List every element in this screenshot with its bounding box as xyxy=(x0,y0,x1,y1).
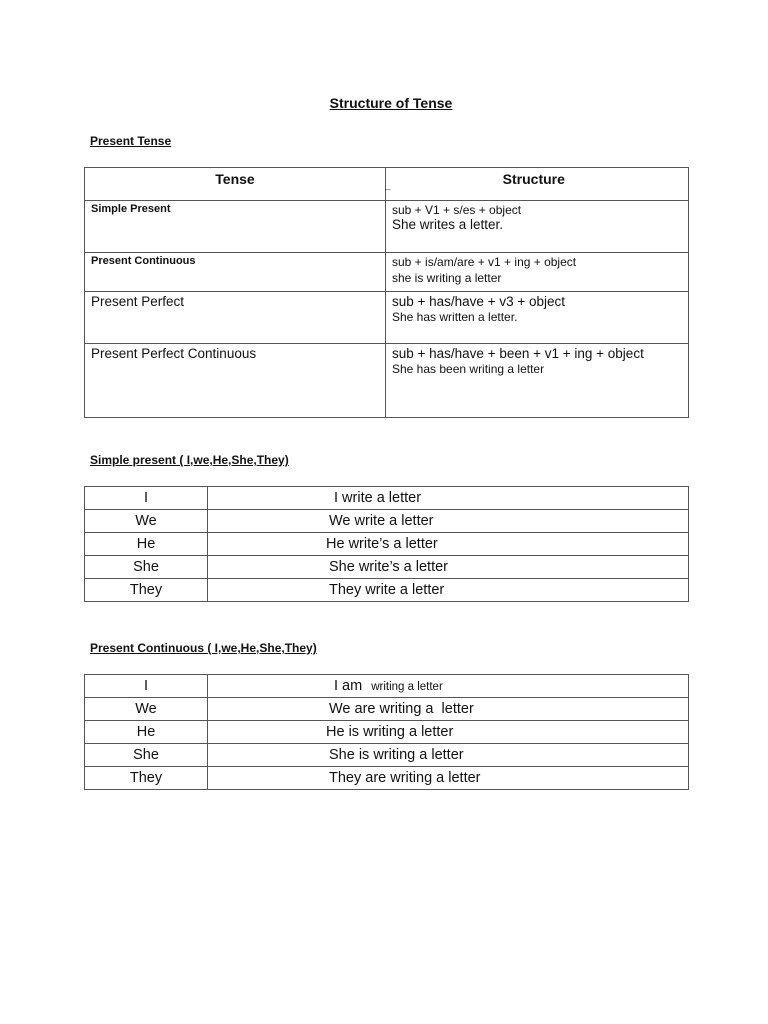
table-row xyxy=(85,201,689,253)
pronoun-cell: She xyxy=(85,556,208,579)
pronoun-cell: I xyxy=(85,487,208,510)
pronoun-cell: We xyxy=(85,510,208,533)
pronoun-cell: They xyxy=(85,579,208,602)
sentence-cell: We are writing a letter xyxy=(208,698,689,721)
sentence-cell: He is writing a letter xyxy=(208,721,689,744)
structure-example: She has written a letter. xyxy=(392,310,518,324)
tense-column-header: Tense xyxy=(85,168,386,201)
pronoun-cell: I xyxy=(85,675,208,698)
structure-example: She has been writing a letter xyxy=(392,362,545,376)
tense-structure-table xyxy=(84,167,689,418)
structure-cell xyxy=(386,344,689,418)
structure-cell xyxy=(386,253,689,292)
sentence-cell: He write’s a letter xyxy=(208,533,689,556)
sentence-cell: I am writing a letter xyxy=(208,675,689,698)
tense-name: Present Continuous xyxy=(85,253,386,292)
present-tense-heading: Present Tense xyxy=(90,134,172,148)
present-continuous-table xyxy=(84,674,689,790)
sentence-cell: They write a letter xyxy=(208,579,689,602)
simple-present-heading: Simple present ( I,we,He,She,They) xyxy=(90,453,289,467)
pronoun-cell: He xyxy=(85,721,208,744)
structure-example: She writes a letter. xyxy=(392,217,504,232)
structure-cell xyxy=(386,292,689,344)
table-row xyxy=(85,487,689,510)
sentence-cell: I write a letter xyxy=(208,487,689,510)
table-row xyxy=(85,675,689,698)
pronoun-cell: She xyxy=(85,744,208,767)
structure-column-header: $_{\_}$ Structure xyxy=(386,168,689,201)
structure-formula: sub + has/have + been + v1 + ing + object xyxy=(392,346,644,361)
sentence-cell: They are writing a letter xyxy=(208,767,689,790)
table-row xyxy=(85,253,689,292)
sentence-cell: She write’s a letter xyxy=(208,556,689,579)
structure-formula: sub + has/have + v3 + object xyxy=(392,294,565,309)
pronoun-cell: We xyxy=(85,698,208,721)
present-continuous-heading: Present Continuous ( I,we,He,She,They) xyxy=(90,641,317,655)
structure-formula: sub + is/am/are + v1 + ing + object xyxy=(392,255,577,269)
tense-name: Present Perfect Continuous xyxy=(85,344,386,418)
table-row xyxy=(85,292,689,344)
table-row xyxy=(85,556,689,579)
table-header-row xyxy=(85,168,689,201)
table-row xyxy=(85,744,689,767)
tense-name: Simple Present xyxy=(85,201,386,253)
table-row xyxy=(85,579,689,602)
table-row xyxy=(85,344,689,418)
sentence-cell: We write a letter xyxy=(208,510,689,533)
simple-present-table xyxy=(84,486,689,602)
sentence-cell: She is writing a letter xyxy=(208,744,689,767)
structure-example: she is writing a letter xyxy=(392,271,502,285)
pronoun-cell: They xyxy=(85,767,208,790)
table-row xyxy=(85,533,689,556)
pronoun-cell: He xyxy=(85,533,208,556)
table-row xyxy=(85,721,689,744)
page-title: Structure of Tense xyxy=(329,95,453,111)
structure-cell xyxy=(386,201,689,253)
table-row xyxy=(85,767,689,790)
table-row xyxy=(85,510,689,533)
structure-formula: sub + V1 + s/es + object xyxy=(392,203,522,217)
tense-name: Present Perfect xyxy=(85,292,386,344)
table-row xyxy=(85,698,689,721)
